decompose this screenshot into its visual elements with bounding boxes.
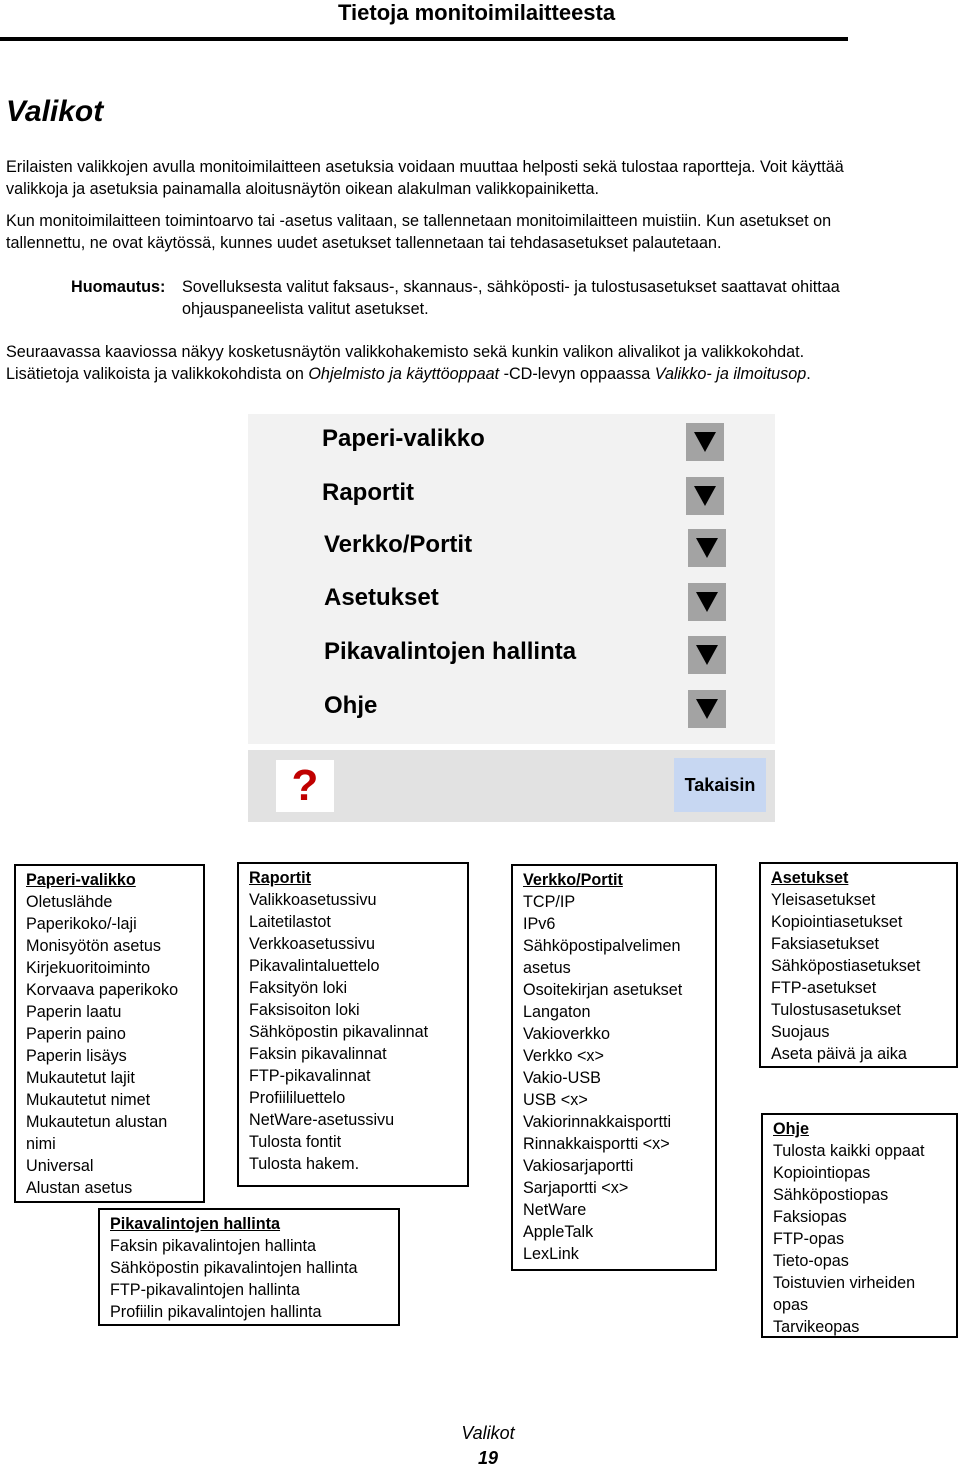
header-rule: [0, 37, 848, 41]
pikavalintojen-hallinta-expand-button[interactable]: [688, 636, 726, 674]
triangle-down-icon: [694, 486, 716, 506]
list-item: Paperin paino: [26, 1025, 126, 1043]
list-item: Paperikoko/-laji: [26, 915, 137, 933]
asetukset-box: [759, 862, 958, 1068]
text-line: valikkoja ja asetuksia painamalla aloitusnäytön oikean alakulman valikkopainiketta.: [6, 180, 599, 198]
menu-item-pikavalintojen-hallinta[interactable]: Pikavalintojen hallinta: [324, 638, 577, 665]
menu-item-verkko-portit[interactable]: Verkko/Portit: [324, 531, 473, 558]
verkko-portit-box: [511, 864, 717, 1271]
section-title: Valikot: [6, 95, 104, 128]
list-item: Sähköpostiopas: [773, 1186, 889, 1204]
list-item: Rinnakkaisportti <x>: [523, 1135, 670, 1153]
list-item: Tieto-opas: [773, 1252, 849, 1270]
menu-list-area: [248, 414, 775, 744]
list-item: Profiilin pikavalintojen hallinta: [110, 1303, 322, 1321]
list-item: Verkkoasetussivu: [249, 935, 375, 953]
diagram-intro-paragraph: [6, 341, 946, 385]
list-item: Sähköpostipalvelimen: [523, 937, 681, 955]
box-title: Pikavalintojen hallinta: [110, 1215, 281, 1233]
list-item: Mukautetut lajit: [26, 1069, 135, 1087]
list-item: nimi: [26, 1135, 56, 1153]
asetukset-expand-button[interactable]: [688, 583, 726, 621]
list-item: FTP-opas: [773, 1230, 845, 1248]
text-line: Erilaisten valikkojen avulla monitoimilaitteen asetuksia voidaan muuttaa helposti sekä tulostaa raportteja. Voit käyttää: [6, 158, 844, 176]
list-item: Sarjaportti <x>: [523, 1179, 629, 1197]
text-span: Lisätietoja valikoista ja valikkokohdista on: [6, 365, 309, 383]
note-text: [182, 276, 922, 320]
list-item: Osoitekirjan asetukset: [523, 981, 683, 999]
list-item: Tarvikeopas: [773, 1318, 860, 1336]
text-line: [6, 363, 946, 385]
help-button[interactable]: [276, 760, 334, 812]
list-item: opas: [773, 1296, 809, 1314]
menu-item-ohje[interactable]: Ohje: [324, 692, 378, 719]
box-title: Raportit: [249, 869, 312, 887]
list-item: Mukautetun alustan: [26, 1113, 168, 1131]
menu-item-raportit[interactable]: Raportit: [322, 479, 414, 506]
guide-title-italic: Valikko- ja ilmoitusop: [654, 365, 807, 383]
list-item: Tulosta fontit: [249, 1133, 342, 1151]
list-item: Oletuslähde: [26, 893, 113, 911]
list-item: Faksityön loki: [249, 979, 348, 997]
text-line: Sovelluksesta valitut faksaus-, skannaus-, sähköposti- ja tulostusasetukset saattavat ohittaa: [182, 278, 840, 296]
intro-paragraph: [6, 156, 946, 200]
list-item: FTP-pikavalintojen hallinta: [110, 1281, 300, 1299]
triangle-down-icon: [696, 538, 718, 558]
triangle-down-icon: [696, 645, 718, 665]
list-item: Faksisoiton loki: [249, 1001, 360, 1019]
ohje-expand-button[interactable]: [688, 690, 726, 728]
text-line: Kun monitoimilaitteen toimintoarvo tai -asetus valitaan, se tallennetaan monitoimilaitteen muistiin. Kun asetukset on: [6, 212, 832, 230]
list-item: LexLink: [523, 1245, 579, 1263]
list-item: Paperin laatu: [26, 1003, 122, 1021]
list-item: Tulosta hakem.: [249, 1155, 360, 1173]
list-item: IPv6: [523, 915, 556, 933]
list-item: Faksiasetukset: [771, 935, 879, 953]
box-title: Paperi-valikko: [26, 871, 136, 889]
list-item: Sähköpostiasetukset: [771, 957, 921, 975]
list-item: Langaton: [523, 1003, 591, 1021]
list-item: Alustan asetus: [26, 1179, 133, 1197]
footer-section-label: Valikot: [461, 1423, 515, 1443]
list-item: Toistuvien virheiden: [773, 1274, 916, 1292]
list-item: Profiililuettelo: [249, 1089, 346, 1107]
list-item: Korvaava paperikoko: [26, 981, 179, 999]
text-span: .: [806, 365, 811, 383]
list-item: AppleTalk: [523, 1223, 594, 1241]
doc-title-italic: Ohjelmisto ja käyttöoppaat: [308, 365, 500, 383]
raportit-expand-button[interactable]: [686, 477, 724, 515]
triangle-down-icon: [696, 592, 718, 612]
list-item: Vakiosarjaportti: [523, 1157, 634, 1175]
back-button[interactable]: Takaisin: [674, 758, 766, 812]
text-span: -CD-levyn oppaassa: [499, 365, 655, 383]
list-item: Valikkoasetussivu: [249, 891, 377, 909]
list-item: Faksin pikavalinnat: [249, 1045, 387, 1063]
list-item: Kopiointiopas: [773, 1164, 871, 1182]
triangle-down-icon: [694, 432, 716, 452]
menu-item-asetukset[interactable]: Asetukset: [324, 584, 439, 611]
list-item: Vakiorinnakkaisportti: [523, 1113, 672, 1131]
list-item: Verkko <x>: [523, 1047, 604, 1065]
list-item: NetWare: [523, 1201, 587, 1219]
note-label: Huomautus:: [71, 278, 166, 296]
page-number: 19: [477, 1448, 499, 1468]
list-item: Sähköpostin pikavalinnat: [249, 1023, 429, 1041]
paperi-valikko-box: [14, 864, 205, 1203]
box-title: Verkko/Portit: [523, 871, 623, 889]
list-item: Universal: [26, 1157, 94, 1175]
menu-item-paperi-valikko[interactable]: Paperi-valikko: [322, 425, 485, 452]
verkko-portit-expand-button[interactable]: [688, 529, 726, 567]
ohje-box: [761, 1113, 958, 1338]
list-item: Vakio-USB: [523, 1069, 601, 1087]
box-title: Asetukset: [771, 869, 849, 887]
triangle-down-icon: [696, 699, 718, 719]
list-item: FTP-asetukset: [771, 979, 877, 997]
list-item: Monisyötön asetus: [26, 937, 161, 955]
text-line: tallennettu, ne ovat käytössä, kunnes uudet asetukset tallennetaan tai tehdasasetukset palautetaan.: [6, 234, 722, 252]
running-header-title: Tietoja monitoimilaitteesta: [338, 0, 616, 25]
list-item: Kirjekuoritoiminto: [26, 959, 151, 977]
list-item: Mukautetut nimet: [26, 1091, 151, 1109]
list-item: Tulostusasetukset: [771, 1001, 901, 1019]
list-item: Sähköpostin pikavalintojen hallinta: [110, 1259, 358, 1277]
list-item: FTP-pikavalinnat: [249, 1067, 371, 1085]
list-item: Tulosta kaikki oppaat: [773, 1142, 925, 1160]
list-item: asetus: [523, 959, 571, 977]
list-item: Paperin lisäys: [26, 1047, 127, 1065]
save-paragraph: [6, 210, 946, 254]
list-item: Aseta päivä ja aika: [771, 1045, 907, 1063]
list-item: Yleisasetukset: [771, 891, 876, 909]
list-item: Suojaus: [771, 1023, 830, 1041]
raportit-box: [237, 862, 469, 1187]
list-item: USB <x>: [523, 1091, 588, 1109]
box-title: Ohje: [773, 1120, 809, 1138]
list-item: NetWare-asetussivu: [249, 1111, 395, 1129]
list-item: Faksiopas: [773, 1208, 847, 1226]
question-mark-icon: ?: [291, 761, 319, 810]
list-item: TCP/IP: [523, 893, 576, 911]
list-item: Vakioverkko: [523, 1025, 610, 1043]
touchscreen-menu-panel: [248, 414, 775, 822]
pikavalintojen-hallinta-box: [98, 1208, 400, 1326]
list-item: Pikavalintaluettelo: [249, 957, 380, 975]
list-item: Laitetilastot: [249, 913, 331, 931]
list-item: Faksin pikavalintojen hallinta: [110, 1237, 317, 1255]
list-item: Kopiointiasetukset: [771, 913, 903, 931]
paperi-valikko-expand-button[interactable]: [686, 423, 724, 461]
text-line: Seuraavassa kaaviossa näkyy kosketusnäytön valikkohakemisto sekä kunkin valikon alivalikot ja valikkokohdat.: [6, 343, 805, 361]
text-line: ohjauspaneelista valitut asetukset.: [182, 300, 429, 318]
